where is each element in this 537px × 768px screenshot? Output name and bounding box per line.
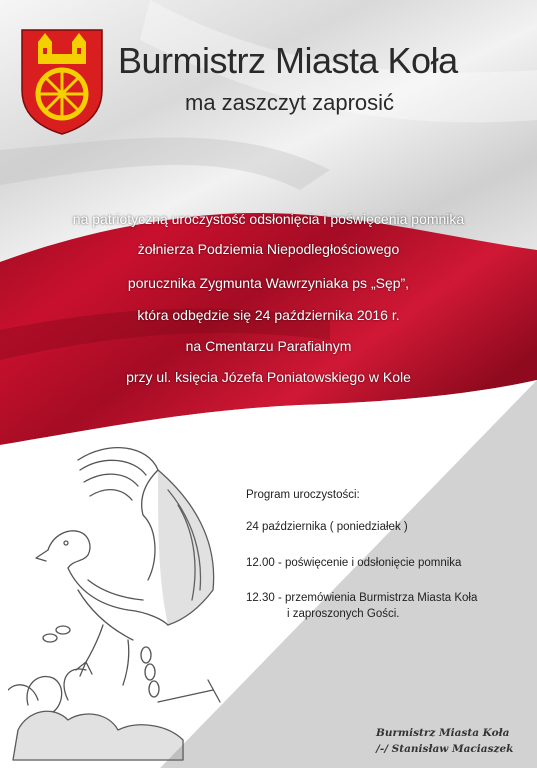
program-item: 12.30 - przemówienia Burmistrza Miasta Koła (246, 592, 478, 604)
program-date: 24 października ( poniedziałek ) (246, 521, 408, 533)
invitation-line: która odbędzie się 24 października 2016 r. (137, 307, 400, 323)
eagle-drawing (8, 440, 240, 764)
invitation-line: przy ul. księcia Józefa Poniatowskiego w Kole (126, 369, 411, 385)
invitation-line: żołnierza Podziemia Niepodległościowego (137, 241, 400, 257)
signature-name: /-/ Stanisław Maciaszek (376, 743, 514, 755)
program-item: 12.00 - poświęcenie i odsłonięcie pomnika (246, 557, 462, 569)
invitation-line: porucznika Zygmunta Wawrzyniaka ps „Sęp”, (127, 275, 410, 291)
invitation-line: na patriotyczną uroczystość odsłonięcia i poświęcenia pomnika (72, 211, 465, 227)
coat-of-arms-icon (20, 28, 104, 136)
page-title: Burmistrz Miasta Koła (118, 40, 458, 81)
page-subtitle: ma zaszczyt zaprosić (185, 90, 395, 115)
invitation-line: na Cmentarzu Parafialnym (185, 338, 352, 354)
signature-title: Burmistrz Miasta Koła (376, 727, 510, 739)
program-heading: Program uroczystości: (246, 489, 360, 501)
program-item-continuation: i zaproszonych Gości. (287, 608, 400, 620)
